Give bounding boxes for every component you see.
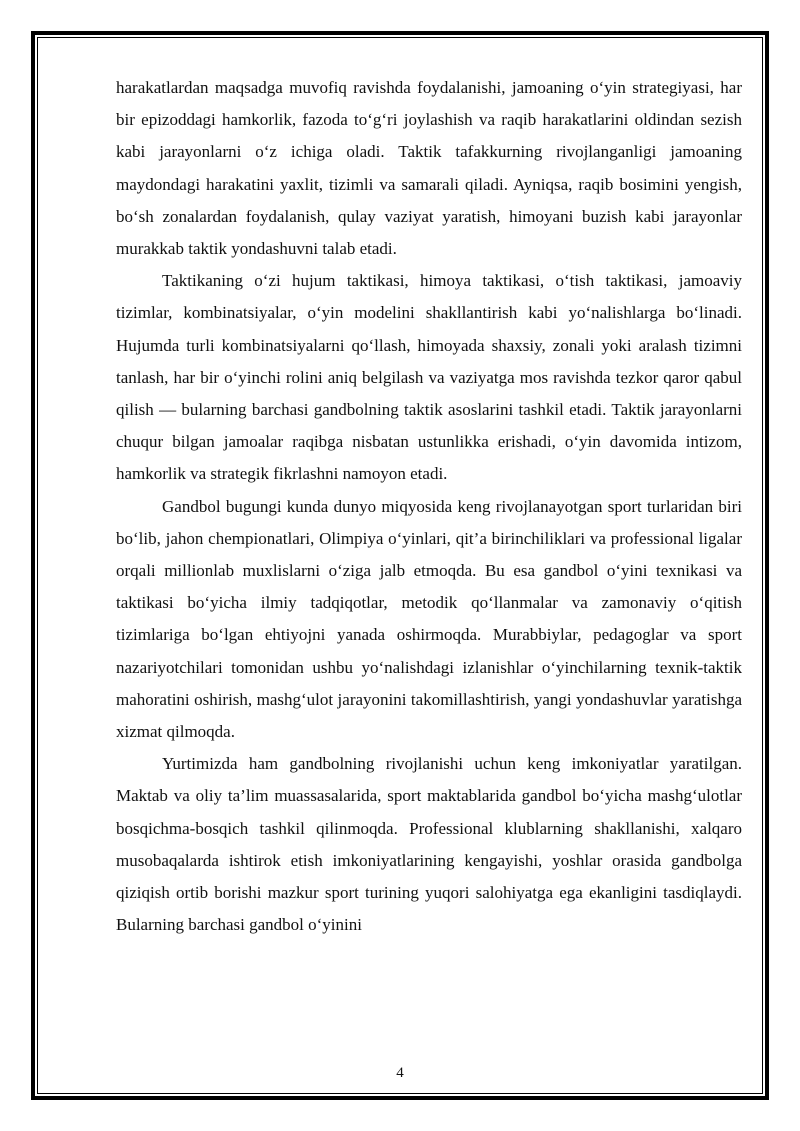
page-number: 4 [396, 1065, 404, 1081]
paragraph-handball-worldwide: Gandbol bugungi kunda dunyo miqyosida keng rivojlanayotgan sport turlaridan biri bo‘lib, jahon chempionatlari, Olimpiya o‘yinlari, qit’a birinchiliklari va professional ligalar orqali millionlab muxlislarni o‘ziga jalb etmoqda. Bu esa gandbol o‘yini texnikasi va taktikasi bo‘yicha ilmiy tadqiqotlar, metodik qo‘llanmalar va zamonaviy o‘qitish tizimlariga bo‘lgan ehtiyojni yanada oshirmoqda. Murabbiylar, pedagoglar va sport nazariyotchilari tomonidan ushbu yo‘nalishdagi izlanishlar o‘yinchilarning texnik-taktik mahoratini oshirish, mashg‘ulot jarayonini takomillashtirish, yangi yondashuvlar yaratishga xizmat qilmoqda. [116, 496, 742, 742]
paragraph-continued: harakatlardan maqsadga muvofiq ravishda foydalanishi, jamoaning o‘yin strategiyasi, har bir epizoddagi hamkorlik, fazoda to‘g‘ri joylashish va raqib harakatlarini oldindan sezish kabi jarayonlarni o‘z ichiga oladi. Taktik tafakkurning rivojlanganligi jamoaning maydondagi harakatini yaxlit, tizimli va samarali qiladi. Ayniqsa, raqib bosimini yengish, bo‘sh zonalardan foydalanish, qulay vaziyat yaratish, himoyani buzish kabi jarayonlar murakkab taktik yondashuvni talab etadi. [116, 78, 742, 259]
document-body [116, 72, 742, 941]
paragraph-tactics-types: Taktikaning o‘zi hujum taktikasi, himoya taktikasi, o‘tish taktikasi, jamoaviy tizimlar, kombinatsiyalar, o‘yin modelini shakllantirish kabi yo‘nalishlarga bo‘linadi. Hujumda turli kombinatsiyalarni qo‘llash, himoyada shaxsiy, zonali yoki aralash tizimni tanlash, har bir o‘yinchi rolini aniq belgilash va vaziyatga mos ravishda tezkor qaror qabul qilish — bularning barchasi gandbolning taktik asoslarini tashkil etadi. Taktik jarayonlarni chuqur bilgan jamoalar raqibga nisbatan ustunlikka erishadi, o‘yin davomida intizom, hamkorlik va strategik fikrlashni namoyon etadi. [116, 271, 742, 484]
paragraph-handball-uzbekistan: Yurtimizda ham gandbolning rivojlanishi uchun keng imkoniyatlar yaratilgan. Maktab va oliy ta’lim muassasalarida, sport maktablarida gandbol bo‘yicha mashg‘ulotlar bosqichma-bosqich tashkil qilinmoqda. Professional klublarning shakllanishi, xalqaro musobaqalarda ishtirok etish imkoniyatlarining kengayishi, yoshlar orasida gandbolga qiziqish ortib borishi mazkur sport turining yuqori salohiyatga ega ekanligini tasdiqlaydi. Bularning barchasi gandbol o‘yinini [116, 754, 742, 935]
